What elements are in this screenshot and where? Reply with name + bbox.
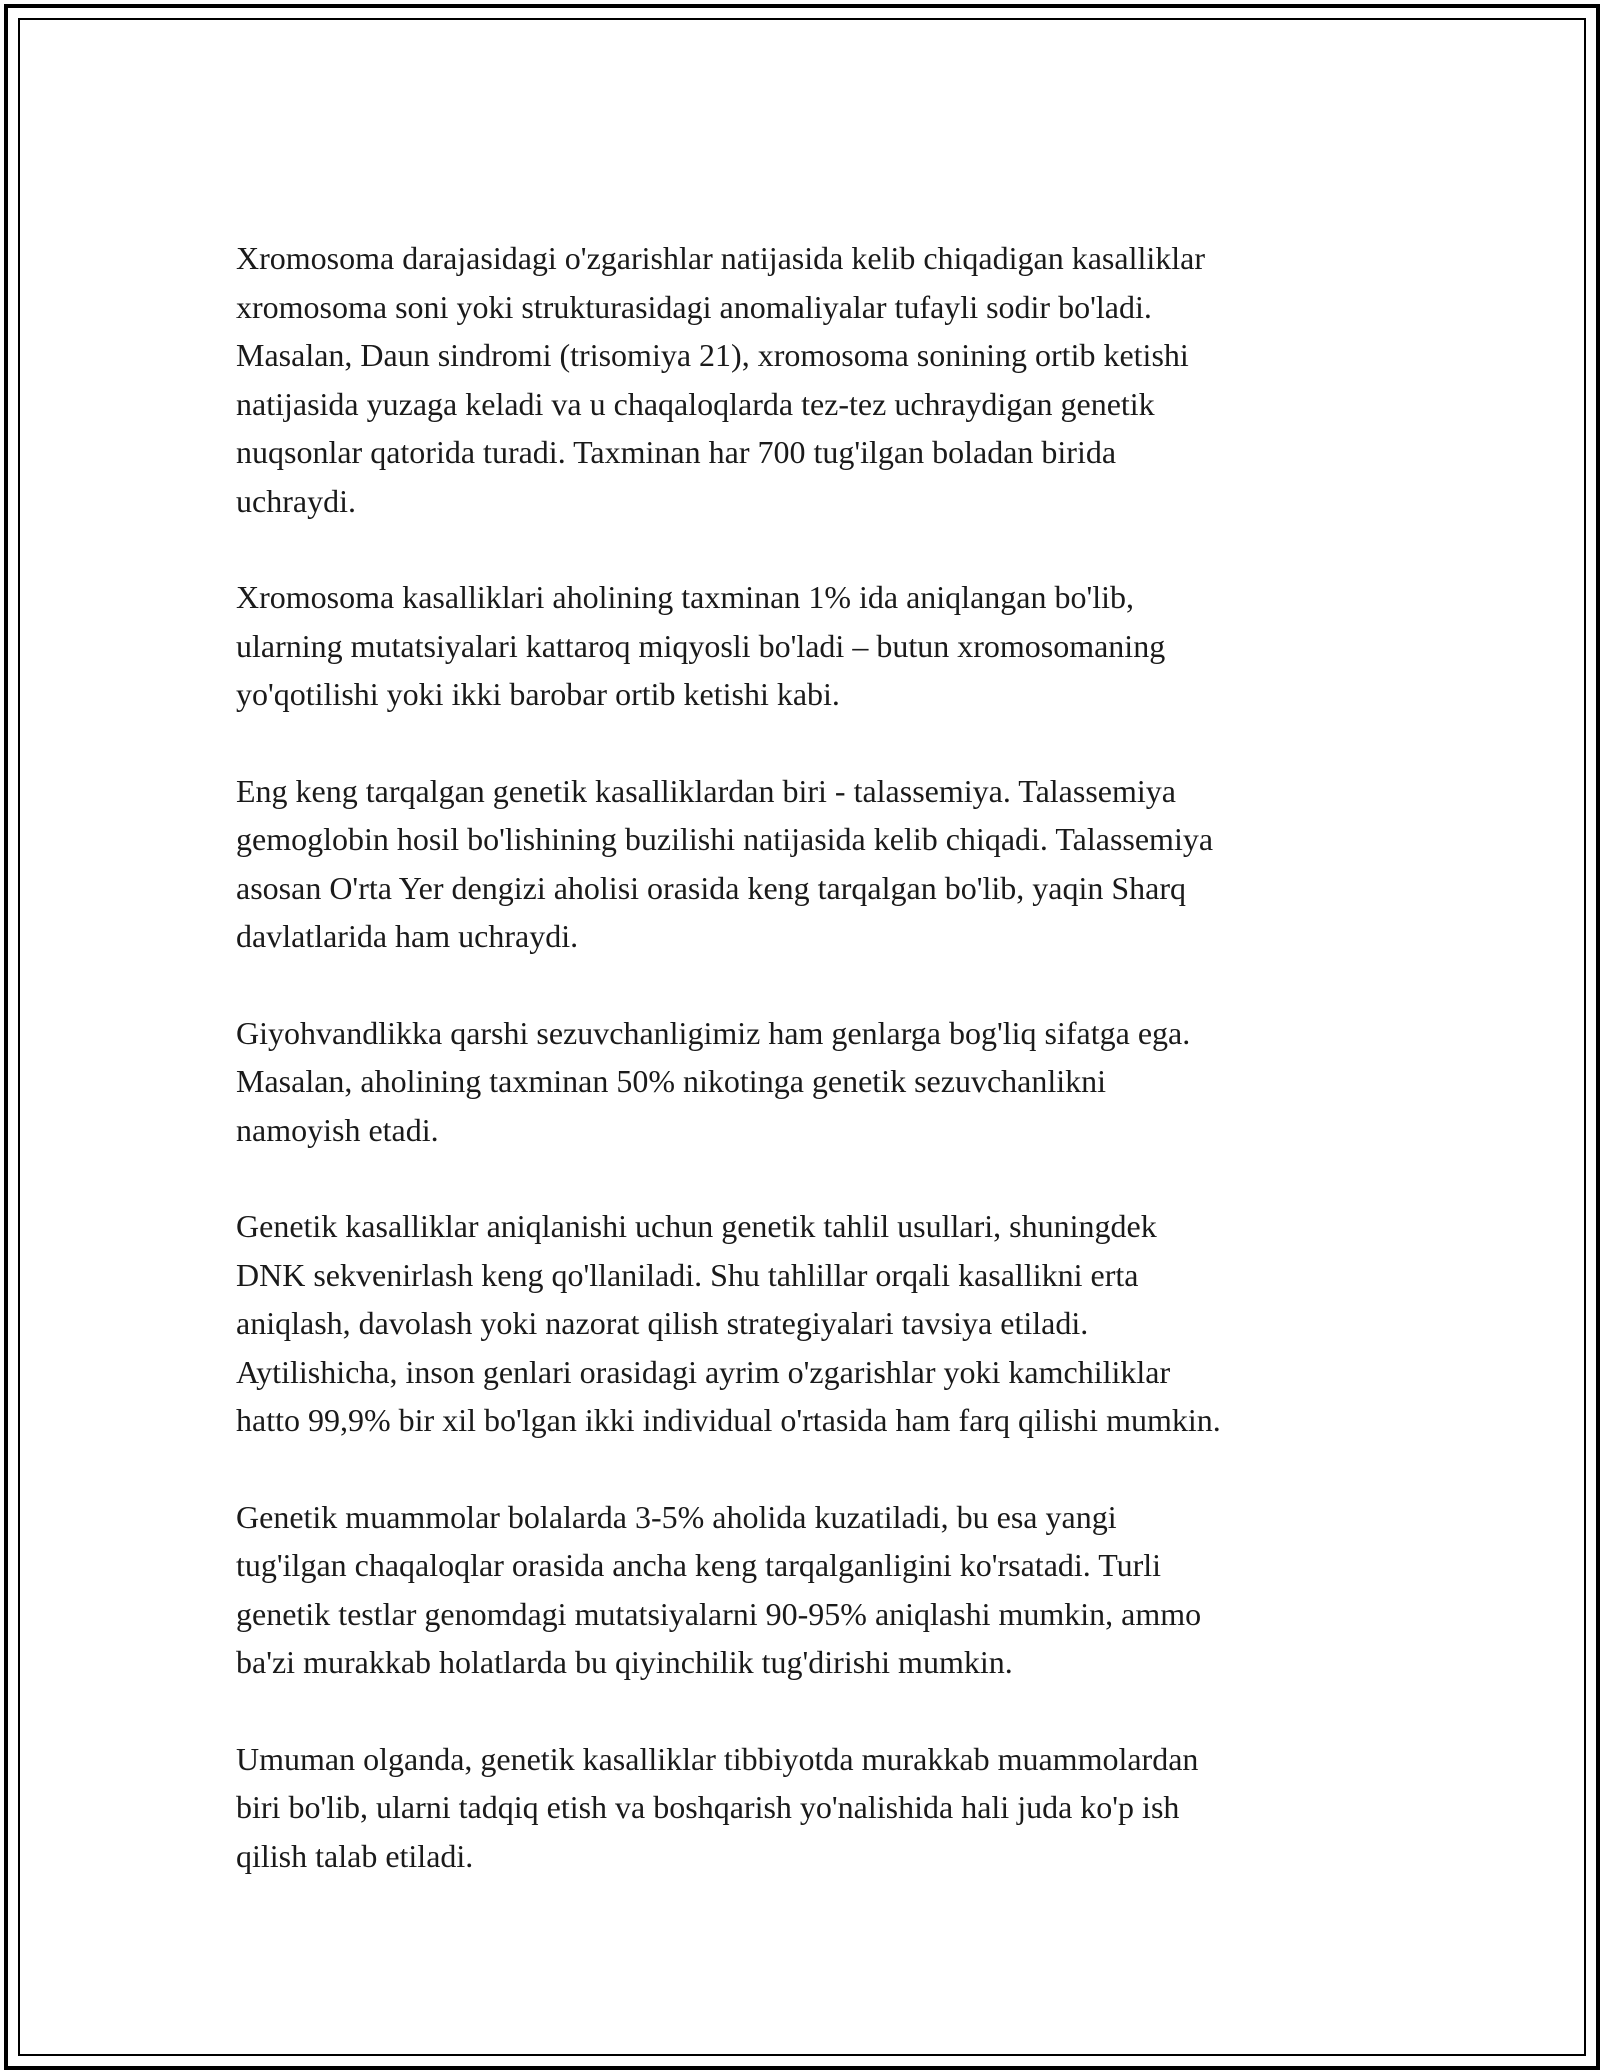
paragraph-chromosome-prevalence: Xromosoma kasalliklari aholining taxminan 1% ida aniqlangan bo'lib, ularning mutatsiyalari kattaroq miqyosli bo'ladi – butun xromosomaning yo'qotilishi yoki ikki barobar ortib ketishi kabi. — [236, 579, 1166, 712]
paragraph-genetic-analysis: Genetik kasalliklar aniqlanishi uchun genetik tahlil usullari, shuningdek DNK sekvenirlash keng qo'llaniladi. Shu tahlillar orqali kasallikni erta aniqlash, davolash yoki nazorat qilish strategiyalari tavsiya etiladi. Aytilishicha, inson genlari orasidagi ayrim o'zgarishlar yoki kamchiliklar hatto 99,9% bir xil bo'lgan ikki individual o'rtasida ham farq qilishi mumkin. — [236, 1208, 1221, 1438]
paragraph-genetic-problems-children: Genetik muammolar bolalarda 3-5% aholida kuzatiladi, bu esa yangi tug'ilgan chaqaloqlar orasida ancha keng tarqalganligini ko'rsatadi. Turli genetik testlar genomdagi mutatsiyalarni 90-95% aniqlashi mumkin, ammo ba'zi murakkab holatlarda bu qiyinchilik tug'dirishi mumkin. — [236, 1498, 1202, 1680]
paragraph-addiction-sensitivity: Giyohvandlikka qarshi sezuvchanligimiz ham genlarga bog'liq sifatga ega. Masalan, aholining taxminan 50% nikotinga genetik sezuvchanlikni namoyish etadi. — [236, 1014, 1191, 1148]
document-body — [236, 234, 1396, 1928]
paragraph-chromosomal-disorders: Xromosoma darajasidagi o'zgarishlar natijasida kelib chiqadigan kasalliklar xromosoma soni yoki strukturasidagi anomaliyalar tufayli sodir bo'ladi. Masalan, Daun sindromi (trisomiya 21), xromosoma sonining ortib ketishi natijasida yuzaga keladi va u chaqaloqlarda tez-tez uchraydigan genetik nuqsonlar qatorida turadi. Taxminan har 700 tug'ilgan boladan birida uchraydi. — [236, 240, 1205, 519]
paragraph-thalassemia: Eng keng tarqalgan genetik kasalliklardan biri - talassemiya. Talassemiya gemoglobin hosil bo'lishining buzilishi natijasida kelib chiqadi. Talassemiya asosan O'rta Yer dengizi aholisi orasida keng tarqalgan bo'lib, yaqin Sharq davlatlarida ham uchraydi. — [236, 772, 1214, 954]
paragraph-conclusion: Umuman olganda, genetik kasalliklar tibbiyotda murakkab muammolardan biri bo'lib, ularni tadqiq etish va boshqarish yo'nalishida hali juda ko'p ish qilish talab etiladi. — [236, 1740, 1199, 1874]
